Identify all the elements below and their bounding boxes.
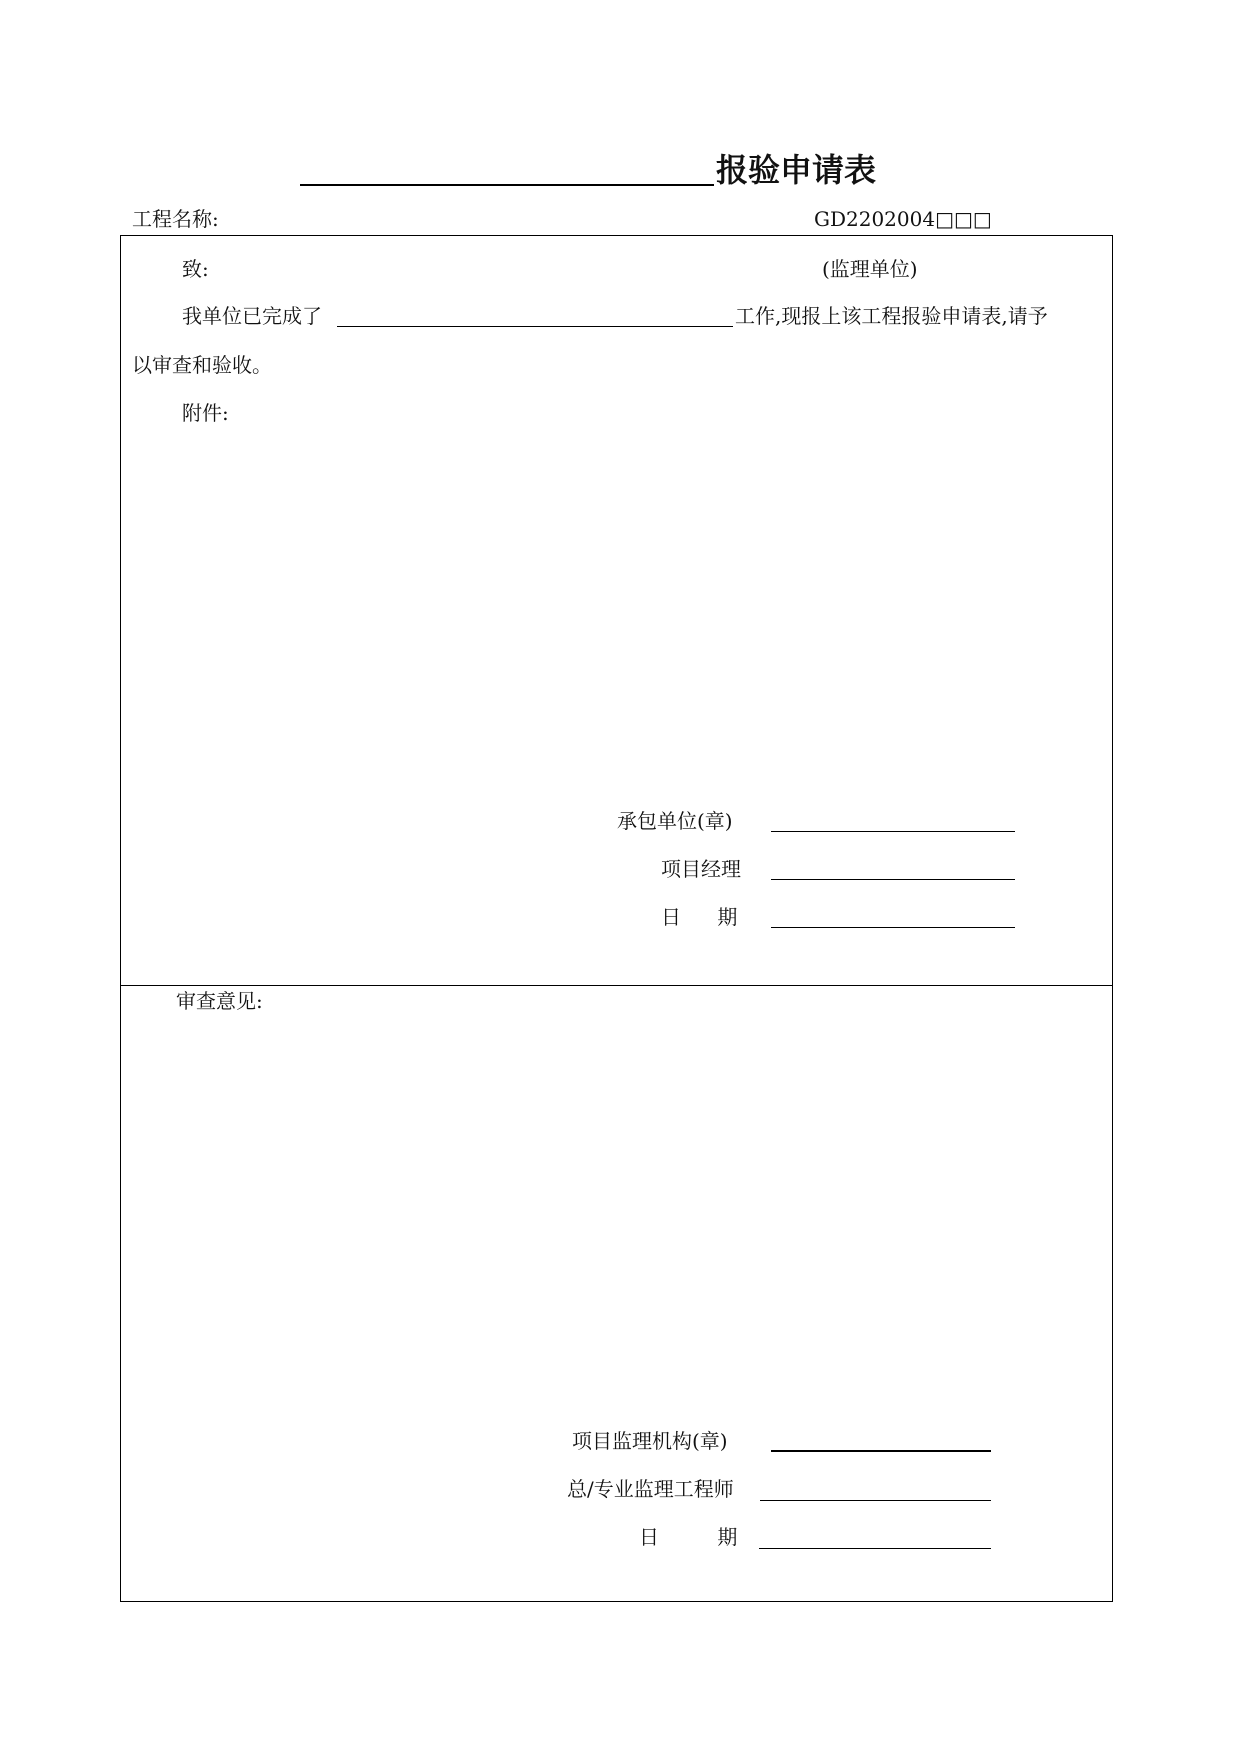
- supervision-org-label: 项目监理机构(章): [572, 1429, 728, 1453]
- body-text-start: 我单位已完成了: [182, 304, 322, 328]
- project-manager-field[interactable]: [771, 879, 1015, 880]
- attachment-label: 附件:: [182, 401, 229, 425]
- supervising-engineer-label: 总/专业监理工程师: [567, 1477, 734, 1501]
- body-text-middle: 工作,现报上该工程报验申请表,请予: [735, 304, 1048, 328]
- body-text-end: 以审查和验收。: [132, 353, 272, 377]
- contractor-seal-field[interactable]: [771, 831, 1015, 832]
- project-name-label: 工程名称:: [132, 207, 219, 231]
- supervising-engineer-field[interactable]: [760, 1500, 991, 1501]
- review-opinion-label: 审查意见:: [176, 989, 263, 1013]
- date-label: 日 期: [661, 905, 738, 929]
- page-title: 报验申请表: [716, 151, 877, 189]
- section-divider: [120, 985, 1113, 986]
- review-date-field[interactable]: [759, 1548, 991, 1549]
- form-code: GD2202004□□□: [814, 207, 992, 231]
- contractor-label: 承包单位(章): [617, 809, 733, 833]
- project-manager-label: 项目经理: [661, 857, 741, 881]
- title-blank-line[interactable]: [300, 184, 714, 186]
- supervisor-unit-label: (监理单位): [822, 257, 918, 281]
- review-date-label: 日 期: [639, 1525, 738, 1549]
- date-field[interactable]: [771, 927, 1015, 928]
- to-label: 致:: [182, 257, 209, 281]
- completed-work-field[interactable]: [337, 326, 733, 327]
- supervision-org-seal-field[interactable]: [771, 1450, 991, 1452]
- form-frame: [120, 235, 1113, 1602]
